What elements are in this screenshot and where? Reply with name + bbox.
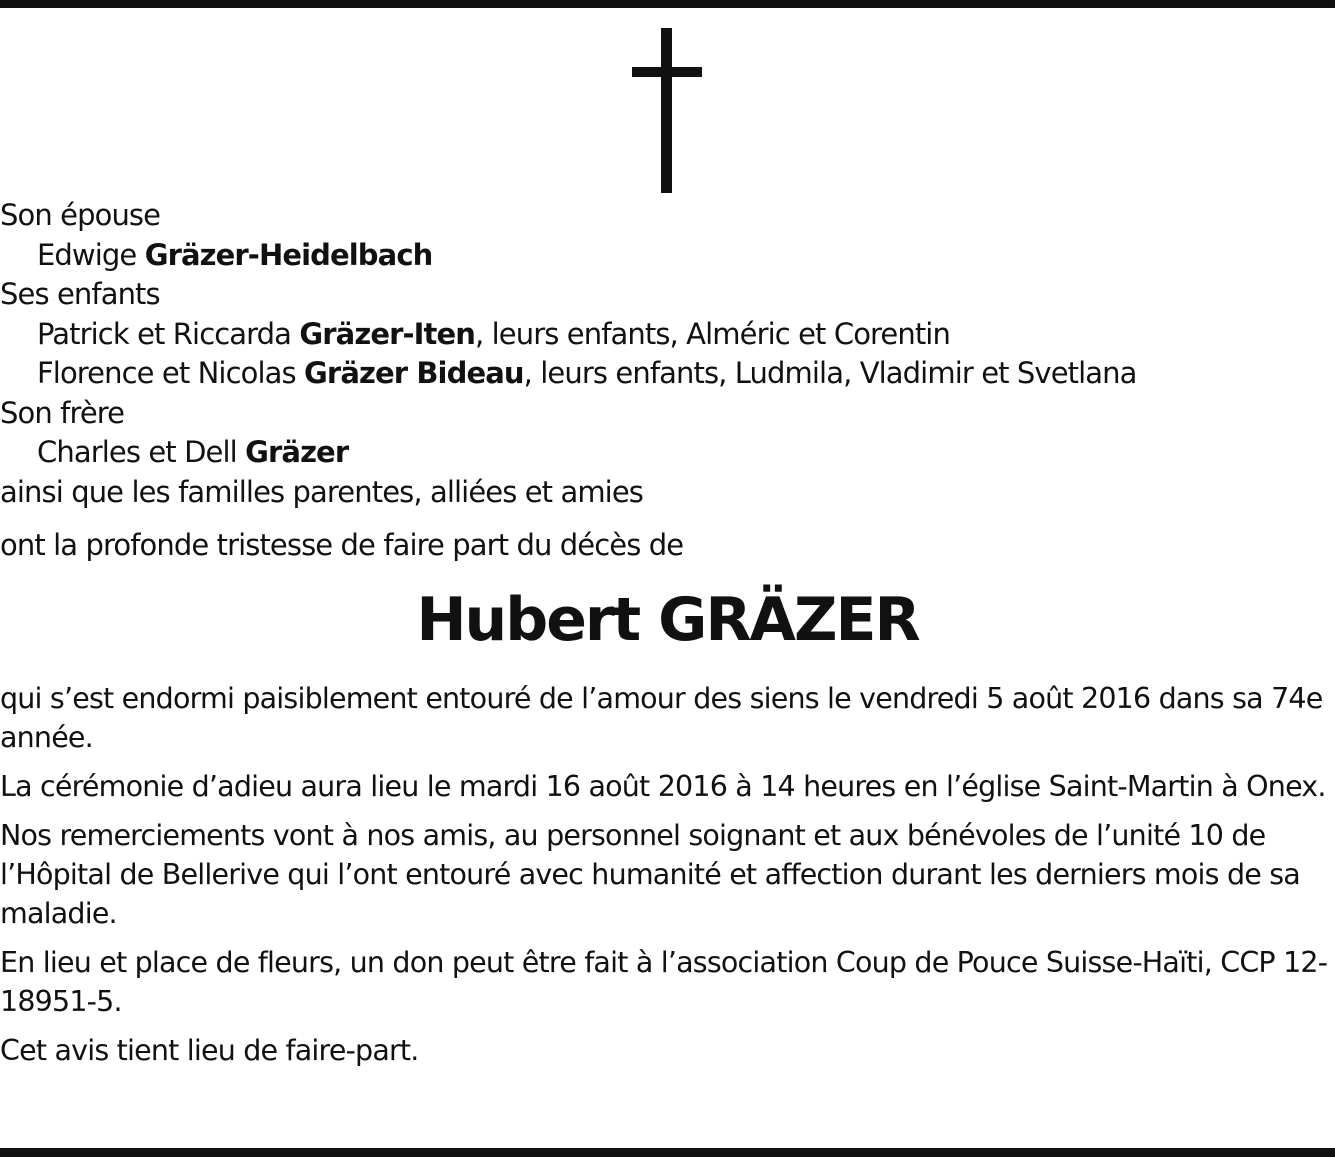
child1-surname: Gräzer-Iten bbox=[299, 316, 476, 351]
family-list bbox=[0, 196, 1335, 512]
thanks-paragraph: Nos remerciements vont à nos amis, au personnel soignant et aux bénévoles de l’unité 10 de l’Hôpital de Bellerive qui l’ont entouré avec humanité et affection durant les derniers mois de sa maladie. bbox=[0, 819, 1300, 930]
donation-paragraph: En lieu et place de fleurs, un don peut être fait à l’association Coup de Pouce Suisse-Haïti, CCP 12-18951-5. bbox=[0, 946, 1328, 1018]
cross-vertical-bar bbox=[661, 28, 672, 193]
child-entry-1 bbox=[0, 315, 1335, 355]
spouse-heading: Son épouse bbox=[0, 198, 161, 232]
bottom-border-rule bbox=[0, 1148, 1335, 1157]
spouse-given-name: Edwige bbox=[37, 237, 145, 272]
passing-paragraph: qui s’est endormi paisiblement entouré de l’amour des siens le vendredi 5 août 2016 dans sa 74e année. bbox=[0, 682, 1323, 754]
notice-paragraph: Cet avis tient lieu de faire-part. bbox=[0, 1034, 419, 1067]
child2-grandchildren: , leurs enfants, Ludmila, Vladimir et Svetlana bbox=[523, 356, 1137, 390]
spouse-surname: Gräzer-Heidelbach bbox=[144, 237, 433, 272]
brother-given-names: Charles et Dell bbox=[37, 435, 246, 469]
child1-given-names: Patrick et Riccarda bbox=[37, 316, 300, 351]
brother-name bbox=[0, 433, 1335, 473]
announcement-intro: ont la profonde tristesse de faire part du décès de bbox=[0, 528, 684, 562]
brother-surname: Gräzer bbox=[245, 435, 349, 469]
ceremony-paragraph: La cérémonie d’adieu aura lieu le mardi 16 août 2016 à 14 heures en l’église Saint-Martin à Onex. bbox=[0, 770, 1326, 803]
top-border-rule bbox=[0, 0, 1335, 8]
spouse-name bbox=[0, 236, 1335, 276]
deceased-name: Hubert GRÄZER bbox=[416, 585, 919, 655]
child1-grandchildren: , leurs enfants, Alméric et Corentin bbox=[475, 316, 950, 351]
cross-horizontal-bar bbox=[632, 67, 702, 77]
extended-family-line: ainsi que les familles parentes, alliées et amies bbox=[0, 474, 643, 509]
child2-given-names: Florence et Nicolas bbox=[37, 356, 305, 390]
children-heading: Ses enfants bbox=[0, 277, 160, 311]
child-entry-2 bbox=[0, 354, 1335, 394]
child2-surname: Gräzer Bideau bbox=[304, 356, 524, 390]
brother-heading: Son frère bbox=[0, 395, 125, 430]
announcement-body bbox=[0, 679, 1335, 1080]
cross-icon bbox=[632, 28, 702, 193]
